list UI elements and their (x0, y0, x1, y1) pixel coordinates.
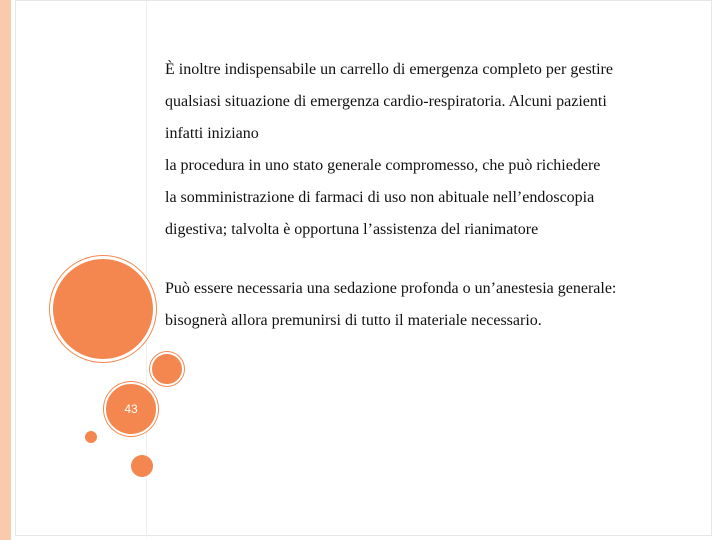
decor-circle-small (85, 431, 97, 443)
paragraph-line: digestiva; talvolta è opportuna l’assistenza del rianimatore (165, 221, 539, 238)
paragraph-line: Può essere necessaria una sedazione profonda o un’anestesia generale: (165, 280, 617, 297)
slide-number-badge (104, 382, 158, 436)
slide-content (165, 54, 695, 337)
paragraph-line: È inoltre indispensabile un carrello di emergenza completo per gestire (165, 61, 613, 78)
paragraph-line: la procedura in uno stato generale compromesso, che può richiedere (165, 157, 601, 174)
decor-circle-bottom (131, 455, 153, 477)
decor-circle-large (50, 256, 156, 362)
paragraph-gap (165, 246, 695, 273)
paragraph-1 (165, 54, 695, 246)
slide-number: 43 (124, 402, 138, 416)
paragraph-2 (165, 273, 695, 337)
paragraph-line: infatti iniziano (165, 125, 259, 142)
decor-circle-medium (150, 352, 184, 386)
paragraph-line: la somministrazione di farmaci di uso non abituale nell’endoscopia (165, 189, 595, 206)
side-stripe (0, 0, 11, 540)
paragraph-line: bisognerà allora premunirsi di tutto il materiale necessario. (165, 312, 542, 329)
paragraph-line: qualsiasi situazione di emergenza cardio-respiratoria. Alcuni pazienti (165, 93, 607, 110)
